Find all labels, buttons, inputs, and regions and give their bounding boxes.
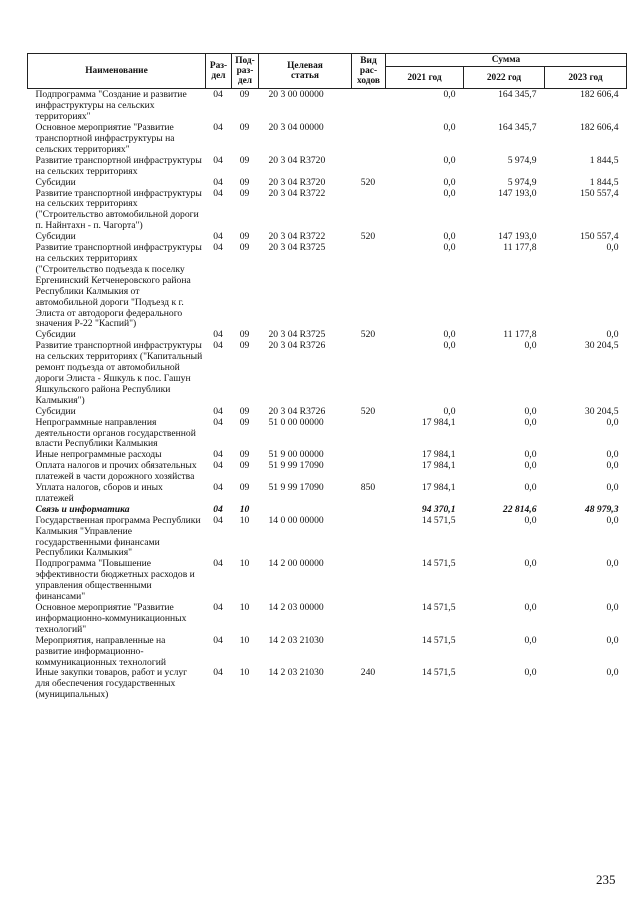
row-sum-2023: 150 557,4 [580, 187, 619, 199]
row-section: 04 [213, 122, 223, 134]
row-sum-2022: 11 177,8 [503, 242, 537, 254]
row-exptype [352, 341, 386, 406]
row-name: Развитие транспортной инфраструктуры на сельских территориях ("Капитальный ремонт подъезда от автомобильной дороги Элиста - Яшкуль к пос. Гашун Яшкульского района Республики Калмыкия") [35, 340, 203, 406]
row-section: 04 [213, 242, 223, 254]
row-sum-2021: 14 571,5 [421, 602, 456, 613]
row-target: 51 9 99 17090 [268, 460, 324, 472]
row-sum-2022: 0,0 [524, 405, 537, 417]
row-section: 04 [213, 514, 223, 526]
row-section: 04 [213, 634, 223, 646]
row-subsection: 09 [239, 405, 250, 417]
row-exptype [352, 123, 386, 156]
row-section: 04 [213, 667, 223, 679]
row-exptype [352, 189, 386, 233]
row-sum-2023: 0,0 [606, 329, 619, 341]
col-header-sum: Сумма [386, 54, 627, 67]
row-sum-2022: 0,0 [524, 558, 537, 570]
row-name: Оплата налогов и прочих обязательных платежей в части дорожного хозяйства [35, 460, 197, 483]
row-section: 04 [213, 187, 223, 199]
row-subsection: 09 [239, 449, 250, 461]
table-row [28, 407, 627, 418]
row-target: 14 2 03 21030 [268, 667, 324, 679]
row-subsection: 09 [239, 89, 250, 101]
row-name: Развитие транспортной инфраструктуры на сельских территориях ("Строительство подъезда к поселку Ергенинский Кетченеровского района Республики Калмыкия от автомобильной дороги "Подъезд к г. Элиста от автодороги федерального значения Р-22 "Каспий") [35, 242, 202, 330]
row-section: 04 [213, 340, 223, 352]
row-target: 20 3 04 R3720 [268, 176, 326, 188]
row-sum-2021: 17 984,1 [421, 449, 456, 461]
row-target: 20 3 04 R3722 [268, 231, 326, 243]
row-name: Субсидии [35, 231, 76, 243]
row-exptype [352, 559, 386, 603]
row-sum-2023: 30 204,5 [584, 340, 619, 352]
table-row [28, 89, 627, 123]
table-row [28, 189, 627, 233]
row-sum-2022: 0,0 [524, 514, 537, 526]
row-sum-2022: 147 193,0 [498, 231, 537, 243]
table-row [28, 559, 627, 603]
row-sum-2021: 0,0 [443, 329, 456, 341]
row-name: Подпрограмма "Повышение эффективности бюджетных расходов и управления общественными финансами" [35, 558, 195, 603]
row-name: Мероприятия, направленные на развитие информационно-коммуникационных технологий [35, 634, 166, 668]
row-subsection: 10 [239, 634, 250, 646]
row-section: 04 [213, 405, 223, 417]
row-name: Государственная программа Республики Калмыкия "Управление государственными финансами Республики Калмыкия" [35, 514, 201, 559]
row-target: 20 3 04 00000 [268, 122, 324, 134]
table-row [28, 636, 627, 669]
row-name: Иные закупки товаров, работ и услуг для обеспечения государственных (муниципальных) [35, 667, 188, 701]
row-sum-2022: 164 345,7 [498, 89, 537, 101]
row-sum-2023: 150 557,4 [580, 231, 619, 243]
table-row [28, 123, 627, 156]
row-sum-2022: 0,0 [524, 602, 537, 613]
row-section: 04 [213, 176, 223, 188]
row-name: Развитие транспортной инфраструктуры на сельских территориях ("Строительство автомобильной дороги п. Найнтахн - п. Чагорта") [35, 187, 202, 232]
row-section: 04 [213, 416, 223, 428]
row-subsection: 10 [239, 558, 250, 570]
row-sum-2022: 0,0 [524, 416, 537, 428]
col-header-exptype: Вид рас- ходов [352, 54, 386, 89]
row-subsection: 09 [239, 482, 250, 494]
row-subsection: 09 [239, 187, 250, 199]
col-header-subsection: Под- раз- дел [232, 54, 259, 89]
row-name: Субсидии [35, 329, 76, 341]
row-target: 14 2 03 21030 [268, 634, 324, 646]
row-sum-2022: 164 345,7 [498, 122, 537, 134]
table-row [28, 603, 627, 636]
row-sum-2021: 0,0 [443, 154, 456, 166]
row-subsection: 09 [239, 231, 250, 243]
row-sum-2023: 0,0 [606, 449, 619, 461]
table-row [28, 178, 627, 189]
row-sum-2022: 5 974,9 [507, 176, 537, 188]
row-sum-2022: 0,0 [524, 482, 537, 494]
row-exptype [352, 89, 386, 123]
row-exptype [352, 636, 386, 669]
row-section: 04 [213, 482, 223, 494]
row-sum-2021: 14 571,5 [421, 514, 456, 526]
row-exptype [352, 461, 386, 483]
row-target: 14 2 03 00000 [268, 602, 324, 613]
row-sum-2022: 147 193,0 [498, 187, 537, 199]
row-subsection: 09 [239, 176, 250, 188]
row-sum-2022: 0,0 [524, 667, 537, 679]
row-exptype: 240 [360, 667, 376, 679]
row-sum-2023: 0,0 [606, 602, 619, 613]
row-target: 51 9 99 17090 [268, 482, 324, 494]
row-name: Основное мероприятие "Развитие транспортной инфраструктуры на сельских территориях" [35, 122, 175, 155]
row-exptype: 850 [360, 482, 376, 494]
row-subsection: 10 [239, 503, 250, 515]
row-name: Основное мероприятие "Развитие информационно-коммуникационных технологий" [35, 602, 187, 635]
page-number: 235 [596, 872, 616, 887]
table-row [28, 516, 627, 560]
row-sum-2022: 0,0 [524, 449, 537, 461]
row-sum-2021: 17 984,1 [421, 482, 456, 494]
row-sum-2021: 0,0 [443, 122, 456, 134]
row-sum-2023: 48 979,3 [584, 503, 619, 515]
row-subsection: 09 [239, 154, 250, 166]
row-section: 04 [213, 503, 223, 515]
row-target: 20 3 04 R3720 [268, 154, 326, 166]
row-target: 20 3 04 R3722 [268, 187, 326, 199]
row-exptype [352, 243, 386, 330]
budget-table [27, 53, 627, 701]
table-row [28, 668, 627, 701]
row-subsection: 10 [239, 667, 250, 679]
row-sum-2023: 1 844,5 [589, 176, 619, 188]
row-subsection: 09 [239, 416, 250, 428]
row-name: Подпрограмма "Создание и развитие инфраструктуры на сельских территориях" [35, 89, 187, 123]
row-target: 51 9 00 00000 [268, 449, 324, 461]
row-sum-2023: 182 606,4 [580, 89, 619, 101]
row-name: Субсидии [35, 405, 76, 417]
row-exptype [352, 505, 386, 516]
row-section: 04 [213, 89, 223, 101]
row-subsection: 10 [239, 514, 250, 526]
col-header-section: Раз- дел [206, 54, 232, 89]
row-sum-2021: 17 984,1 [421, 416, 456, 428]
budget-table-page [27, 53, 626, 701]
row-sum-2021: 0,0 [443, 242, 456, 254]
row-sum-2021: 14 571,5 [421, 558, 456, 570]
row-subsection: 09 [239, 340, 250, 352]
row-exptype [352, 516, 386, 560]
row-name: Связь и информатика [35, 503, 130, 515]
row-sum-2023: 0,0 [606, 558, 619, 570]
row-sum-2022: 0,0 [524, 460, 537, 472]
row-sum-2021: 14 571,5 [421, 634, 456, 646]
row-target: 14 0 00 00000 [268, 514, 324, 526]
row-subsection: 09 [239, 242, 250, 254]
row-sum-2023: 0,0 [606, 416, 619, 428]
row-sum-2021: 94 370,1 [421, 503, 456, 515]
table-row [28, 461, 627, 483]
table-row [28, 243, 627, 330]
row-sum-2023: 0,0 [606, 514, 619, 526]
row-sum-2021: 0,0 [443, 340, 456, 352]
row-section: 04 [213, 602, 223, 613]
row-name: Уплата налогов, сборов и иных платежей [35, 482, 163, 504]
row-subsection: 09 [239, 122, 250, 134]
row-exptype: 520 [360, 231, 376, 243]
col-header-target: Целевая статья [259, 54, 352, 89]
row-target: 20 3 04 R3726 [268, 405, 326, 417]
row-sum-2021: 0,0 [443, 89, 456, 101]
row-section: 04 [213, 449, 223, 461]
row-section: 04 [213, 329, 223, 341]
col-header-name: Наименование [28, 54, 206, 89]
col-header-2023: 2023 год [545, 67, 627, 89]
row-sum-2023: 30 204,5 [584, 405, 619, 417]
row-section: 04 [213, 460, 223, 472]
row-sum-2021: 0,0 [443, 231, 456, 243]
table-header [28, 54, 627, 89]
row-sum-2023: 182 606,4 [580, 122, 619, 134]
row-sum-2022: 0,0 [524, 340, 537, 352]
row-sum-2021: 17 984,1 [421, 460, 456, 472]
row-name: Иные непрограммные расходы [35, 449, 162, 461]
row-exptype: 520 [360, 405, 376, 417]
row-sum-2022: 11 177,8 [503, 329, 537, 341]
row-sum-2023: 0,0 [606, 460, 619, 472]
row-target: 14 2 00 00000 [268, 558, 324, 570]
row-exptype [352, 418, 386, 451]
col-header-2021: 2021 год [386, 67, 464, 89]
row-sum-2022: 5 974,9 [507, 154, 537, 166]
row-exptype [352, 450, 386, 461]
col-header-2022: 2022 год [464, 67, 545, 89]
row-exptype: 520 [360, 176, 376, 188]
row-section: 04 [213, 154, 223, 166]
row-target: 51 0 00 00000 [268, 416, 324, 428]
row-exptype [352, 603, 386, 636]
row-target: 20 3 04 R3726 [268, 340, 326, 352]
row-subsection: 10 [239, 602, 250, 613]
row-sum-2022: 0,0 [524, 634, 537, 646]
table-row [28, 483, 627, 505]
row-exptype [352, 156, 386, 178]
table-row [28, 156, 627, 178]
row-name: Субсидии [35, 176, 76, 188]
row-sum-2021: 0,0 [443, 405, 456, 417]
row-name: Развитие транспортной инфраструктуры на сельских территориях [35, 154, 202, 177]
row-sum-2021: 0,0 [443, 176, 456, 188]
table-row [28, 341, 627, 406]
table-row [28, 418, 627, 451]
row-sum-2023: 0,0 [606, 634, 619, 646]
row-sum-2022: 22 814,6 [502, 503, 537, 515]
row-subsection: 09 [239, 329, 250, 341]
row-target: 20 3 04 R3725 [268, 242, 326, 254]
row-section: 04 [213, 231, 223, 243]
row-target: 20 3 00 00000 [268, 89, 324, 101]
row-sum-2023: 0,0 [606, 482, 619, 494]
row-sum-2023: 0,0 [606, 667, 619, 679]
row-sum-2023: 1 844,5 [589, 154, 619, 166]
row-sum-2021: 0,0 [443, 187, 456, 199]
row-sum-2021: 14 571,5 [421, 667, 456, 679]
row-sum-2023: 0,0 [606, 242, 619, 254]
row-section: 04 [213, 558, 223, 570]
row-target: 20 3 04 R3725 [268, 329, 326, 341]
table-body [28, 89, 627, 701]
row-exptype: 520 [360, 329, 376, 341]
row-subsection: 09 [239, 460, 250, 472]
row-name: Непрограммные направления деятельности органов государственной власти Республики Калмыкия [35, 416, 196, 450]
